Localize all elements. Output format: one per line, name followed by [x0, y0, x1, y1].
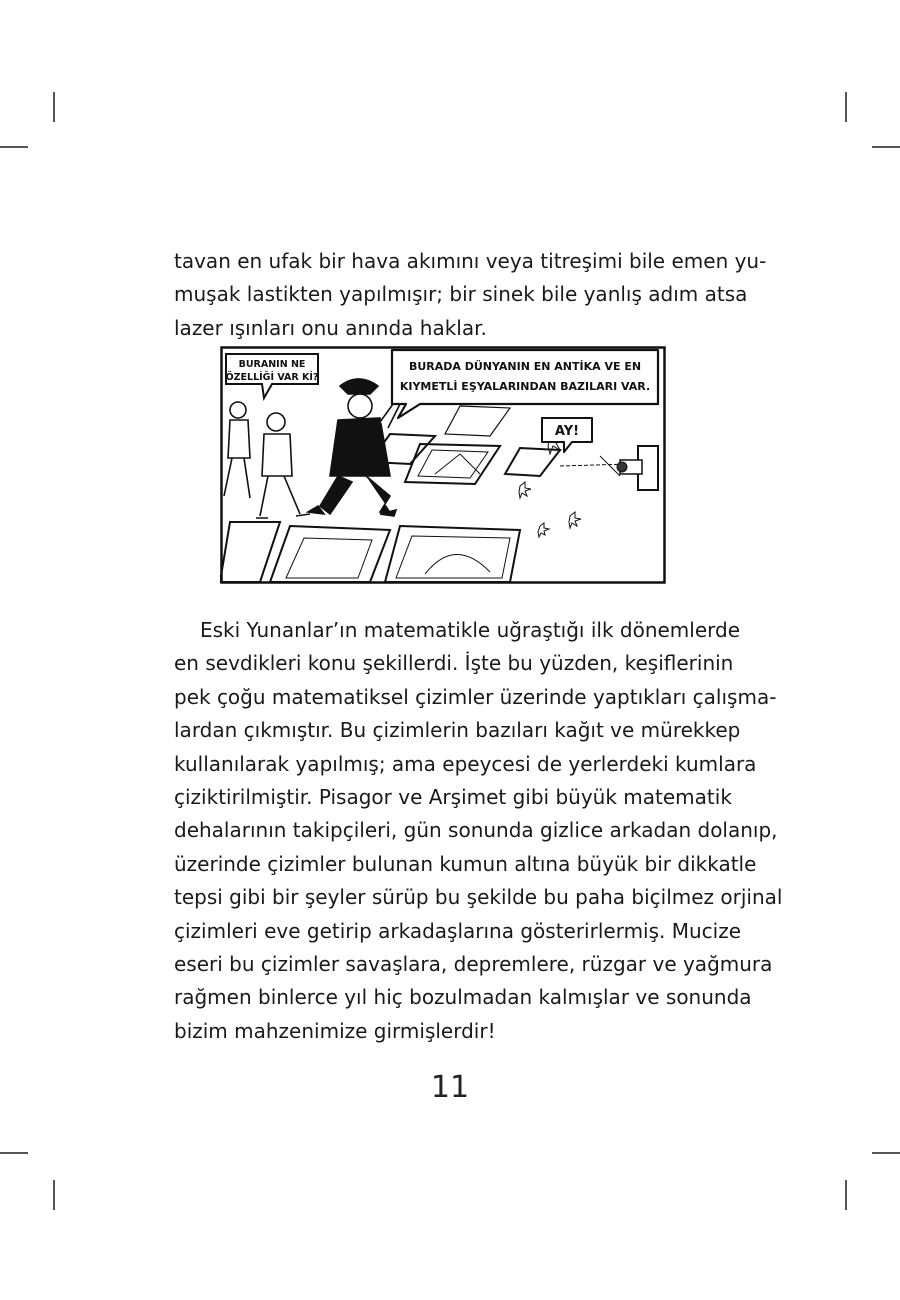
- text-line: çiziktirilmiştir. Pisagor ve Arşimet gibi büyük matematik: [174, 785, 732, 810]
- text-line: tepsi gibi bir şeyler sürüp bu şekilde bu paha biçilmez orjinal: [174, 885, 783, 910]
- speech-bubble-left-line-1: BURANIN NE: [238, 359, 306, 370]
- page-number: 11: [430, 1070, 470, 1105]
- text-line: eseri bu çizimler savaşlara, depremlere, rüzgar ve yağmura: [174, 952, 773, 977]
- paragraph-top: [174, 245, 767, 345]
- text-line: en sevdikleri konu şekillerdi. İşte bu yüzden, keşiflerinin: [174, 651, 734, 676]
- text-line: pek çoğu matematiksel çizimler üzerinde yaptıkları çalışma-: [174, 684, 777, 709]
- speech-bubble-right-line-2: KIYMETLİ EŞYALARINDAN BAZILARI VAR.: [399, 380, 651, 393]
- crop-mark-top-left-h: [0, 146, 28, 148]
- text-line: kullanılarak yapılmış; ama epeycesi de yerlerdeki kumlara: [174, 751, 757, 776]
- text-line: tavan en ufak bir hava akımını veya titreşimi bile emen yu-: [174, 249, 767, 273]
- text-line: çizimleri eve getirip arkadaşlarına gösterirlermiş. Mucize: [174, 918, 742, 943]
- text-line: rağmen binlerce yıl hiç bozulmadan kalmışlar ve sonunda: [174, 985, 752, 1010]
- speech-bubble-left-line-2: ÖZELLİĞİ VAR Kİ?: [225, 372, 319, 383]
- text-line: lazer ışınları onu anında haklar.: [174, 315, 487, 340]
- paragraph-main: [174, 614, 783, 1048]
- cartoon-illustration: [220, 346, 666, 584]
- crop-mark-top-right: [845, 92, 847, 122]
- text-line: üzerinde çizimler bulunan kumun altına büyük bir dikkatle: [174, 851, 757, 876]
- crop-mark-bottom-right-h: [872, 1152, 900, 1154]
- crop-mark-bottom-right: [845, 1180, 847, 1210]
- text-line: muşak lastikten yapılmışır; bir sinek bile yanlış adım atsa: [174, 282, 748, 307]
- crop-mark-top-left: [53, 92, 55, 122]
- text-line: dehalarının takipçileri, gün sonunda gizlice arkadan dolanıp,: [174, 818, 778, 843]
- text-line: Eski Yunanlar’ın matematikle uğraştığı ilk dönemlerde: [200, 618, 741, 642]
- speech-bubble-right-line-1: BURADA DÜNYANIN EN ANTİKA VE EN: [408, 360, 642, 373]
- text-line: bizim mahzenimize girmişlerdir!: [174, 1018, 496, 1043]
- speech-bubble-small-text: AY!: [554, 424, 580, 439]
- text-line: lardan çıkmıştır. Bu çizimlerin bazıları kağıt ve mürekkep: [174, 718, 741, 743]
- crop-mark-bottom-left: [53, 1180, 55, 1210]
- crop-mark-bottom-left-h: [0, 1152, 28, 1154]
- crop-mark-top-right-h: [872, 146, 900, 148]
